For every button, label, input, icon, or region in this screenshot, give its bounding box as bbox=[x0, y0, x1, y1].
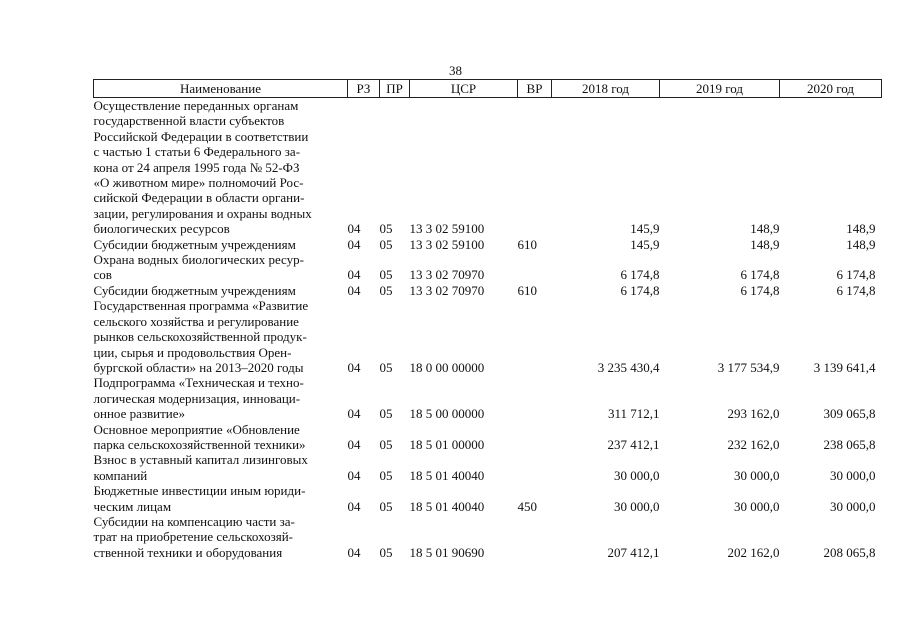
row-name bbox=[94, 514, 348, 560]
row-name bbox=[94, 483, 348, 514]
row-name-line: Бюджетные инвестиции иным юриди- bbox=[93, 483, 306, 499]
row-value-2018: 6 174,8 bbox=[620, 267, 660, 283]
row-pr: 05 bbox=[379, 406, 393, 422]
row-name-line: Субсидии бюджетным учреждениям bbox=[93, 236, 296, 252]
row-name bbox=[94, 98, 348, 237]
row-rz: 04 bbox=[347, 498, 361, 514]
row-value-2020: 6 174,8 bbox=[836, 267, 876, 283]
row-value-2019: 202 162,0 bbox=[727, 544, 780, 560]
row-name-line: логическая модернизация, инноваци- bbox=[93, 390, 301, 406]
row-value-2020: 30 000,0 bbox=[830, 467, 876, 483]
row-value-2018: 145,9 bbox=[630, 236, 660, 252]
row-value-2020: 309 065,8 bbox=[823, 406, 876, 422]
header-name: Наименование bbox=[94, 80, 348, 98]
row-pr: 05 bbox=[379, 467, 393, 483]
row-csr: 13 3 02 59100 bbox=[409, 236, 485, 252]
header-2020: 2020 год bbox=[780, 80, 882, 98]
row-value-2019: 148,9 bbox=[750, 236, 780, 252]
page-number: 38 bbox=[449, 63, 462, 78]
row-value-2019: 30 000,0 bbox=[734, 498, 780, 514]
row-value-2018: 3 235 430,4 bbox=[597, 359, 660, 375]
table-row bbox=[94, 252, 882, 283]
row-name bbox=[94, 298, 348, 375]
row-value-2019: 232 162,0 bbox=[727, 436, 780, 452]
row-name-line: Осуществление переданных органам bbox=[93, 98, 299, 113]
row-name-line: трат на приобретение сельскохозяй- bbox=[93, 529, 293, 545]
table-row bbox=[94, 514, 882, 560]
row-name-line: «О животном мире» полномочий Рос- bbox=[93, 175, 304, 191]
row-rz: 04 bbox=[347, 467, 361, 483]
row-value-2020: 148,9 bbox=[846, 221, 876, 237]
row-pr: 05 bbox=[379, 544, 393, 560]
row-csr: 18 5 00 00000 bbox=[409, 406, 485, 422]
table-row bbox=[94, 452, 882, 483]
row-name-line: Субсидии на компенсацию части за- bbox=[93, 513, 295, 529]
row-name bbox=[94, 237, 348, 252]
row-value-2020: 6 174,8 bbox=[836, 282, 876, 298]
table-row bbox=[94, 98, 882, 237]
row-pr: 05 bbox=[379, 436, 393, 452]
row-name-line: рынков сельскохозяйственной продук- bbox=[93, 329, 307, 345]
row-vr bbox=[518, 375, 552, 421]
row-name-line: Основное мероприятие «Обновление bbox=[93, 421, 300, 437]
table-row bbox=[94, 375, 882, 421]
row-vr bbox=[518, 422, 552, 453]
row-name-line: компаний bbox=[93, 467, 148, 483]
table-row bbox=[94, 298, 882, 375]
row-csr: 13 3 02 70970 bbox=[409, 267, 485, 283]
header-csr: ЦСР bbox=[410, 80, 518, 98]
budget-table bbox=[93, 79, 882, 560]
row-name-line: кона от 24 апреля 1995 года № 52-ФЗ bbox=[93, 159, 300, 175]
row-name-line: с частью 1 статьи 6 Федерального за- bbox=[93, 144, 301, 160]
row-value-2018: 30 000,0 bbox=[614, 498, 660, 514]
row-name-line: ственной техники и оборудования bbox=[93, 544, 283, 560]
row-name bbox=[94, 422, 348, 453]
row-name bbox=[94, 375, 348, 421]
row-csr: 18 0 00 00000 bbox=[409, 359, 485, 375]
row-value-2019: 6 174,8 bbox=[740, 282, 780, 298]
header-vr: ВР bbox=[518, 80, 552, 98]
header-rz: РЗ bbox=[348, 80, 380, 98]
row-rz: 04 bbox=[347, 406, 361, 422]
row-vr: 610 bbox=[517, 282, 537, 298]
row-value-2020: 30 000,0 bbox=[830, 498, 876, 514]
row-rz: 04 bbox=[347, 267, 361, 283]
row-name bbox=[94, 283, 348, 298]
row-value-2019: 30 000,0 bbox=[734, 467, 780, 483]
row-name-line: Взнос в уставный капитал лизинговых bbox=[93, 452, 308, 468]
row-value-2019: 293 162,0 bbox=[727, 406, 780, 422]
row-value-2020: 208 065,8 bbox=[823, 544, 876, 560]
row-vr bbox=[518, 98, 552, 237]
row-value-2020: 148,9 bbox=[846, 236, 876, 252]
row-rz: 04 bbox=[347, 282, 361, 298]
row-vr bbox=[518, 298, 552, 375]
row-name-line: Российской Федерации в соответствии bbox=[93, 128, 309, 144]
table-row bbox=[94, 422, 882, 453]
row-vr: 450 bbox=[517, 498, 537, 514]
row-value-2018: 237 412,1 bbox=[607, 436, 660, 452]
row-rz: 04 bbox=[347, 544, 361, 560]
row-csr: 18 5 01 40040 bbox=[409, 498, 485, 514]
row-name-line: онное развитие» bbox=[93, 406, 186, 422]
row-rz: 04 bbox=[347, 236, 361, 252]
row-pr: 05 bbox=[379, 359, 393, 375]
row-name-line: Охрана водных биологических ресур- bbox=[93, 252, 304, 268]
table-row bbox=[94, 283, 882, 298]
row-value-2018: 30 000,0 bbox=[614, 467, 660, 483]
row-name-line: Государственная программа «Развитие bbox=[93, 298, 309, 314]
row-csr: 13 3 02 59100 bbox=[409, 221, 485, 237]
row-value-2019: 6 174,8 bbox=[740, 267, 780, 283]
row-value-2018: 311 712,1 bbox=[607, 406, 660, 422]
row-value-2018: 6 174,8 bbox=[620, 282, 660, 298]
row-name-line: парка сельскохозяйственной техники» bbox=[93, 436, 306, 452]
row-name-line: бургской области» на 2013–2020 годы bbox=[93, 359, 304, 375]
row-vr: 610 bbox=[517, 236, 537, 252]
row-pr: 05 bbox=[379, 498, 393, 514]
row-pr: 05 bbox=[379, 236, 393, 252]
row-pr: 05 bbox=[379, 282, 393, 298]
table-row bbox=[94, 237, 882, 252]
table-row bbox=[94, 483, 882, 514]
row-rz: 04 bbox=[347, 436, 361, 452]
table-header-row bbox=[94, 80, 882, 98]
row-value-2018: 207 412,1 bbox=[607, 544, 660, 560]
row-value-2018: 145,9 bbox=[630, 221, 660, 237]
row-name-line: ческим лицам bbox=[93, 498, 172, 514]
row-name bbox=[94, 252, 348, 283]
row-name-line: Субсидии бюджетным учреждениям bbox=[93, 282, 296, 298]
row-name-line: Подпрограмма «Техническая и техно- bbox=[93, 375, 304, 391]
table-body bbox=[94, 98, 882, 561]
row-csr: 18 5 01 90690 bbox=[409, 544, 485, 560]
row-name-line: государственной власти субъектов bbox=[93, 113, 285, 129]
header-pr: ПР bbox=[380, 80, 410, 98]
row-vr bbox=[518, 452, 552, 483]
row-name-line: зации, регулирования и охраны водных bbox=[93, 205, 312, 221]
row-value-2020: 3 139 641,4 bbox=[813, 359, 876, 375]
row-name-line: биологических ресурсов bbox=[93, 221, 230, 237]
row-name-line: ции, сырья и продовольствия Орен- bbox=[93, 344, 292, 360]
row-csr: 13 3 02 70970 bbox=[409, 282, 485, 298]
row-value-2019: 148,9 bbox=[750, 221, 780, 237]
row-pr: 05 bbox=[379, 221, 393, 237]
row-name-line: сийской Федерации в области органи- bbox=[93, 190, 305, 206]
row-value-2019: 3 177 534,9 bbox=[717, 359, 780, 375]
row-name-line: сельского хозяйства и регулирование bbox=[93, 313, 299, 329]
row-rz: 04 bbox=[347, 221, 361, 237]
row-csr: 18 5 01 40040 bbox=[409, 467, 485, 483]
row-name-line: сов bbox=[93, 267, 112, 283]
row-pr: 05 bbox=[379, 267, 393, 283]
header-2019: 2019 год bbox=[660, 80, 780, 98]
row-vr bbox=[518, 252, 552, 283]
row-rz: 04 bbox=[347, 359, 361, 375]
row-value-2020: 238 065,8 bbox=[823, 436, 876, 452]
header-2018: 2018 год bbox=[552, 80, 660, 98]
row-csr: 18 5 01 00000 bbox=[409, 436, 485, 452]
row-vr bbox=[518, 514, 552, 560]
row-name bbox=[94, 452, 348, 483]
